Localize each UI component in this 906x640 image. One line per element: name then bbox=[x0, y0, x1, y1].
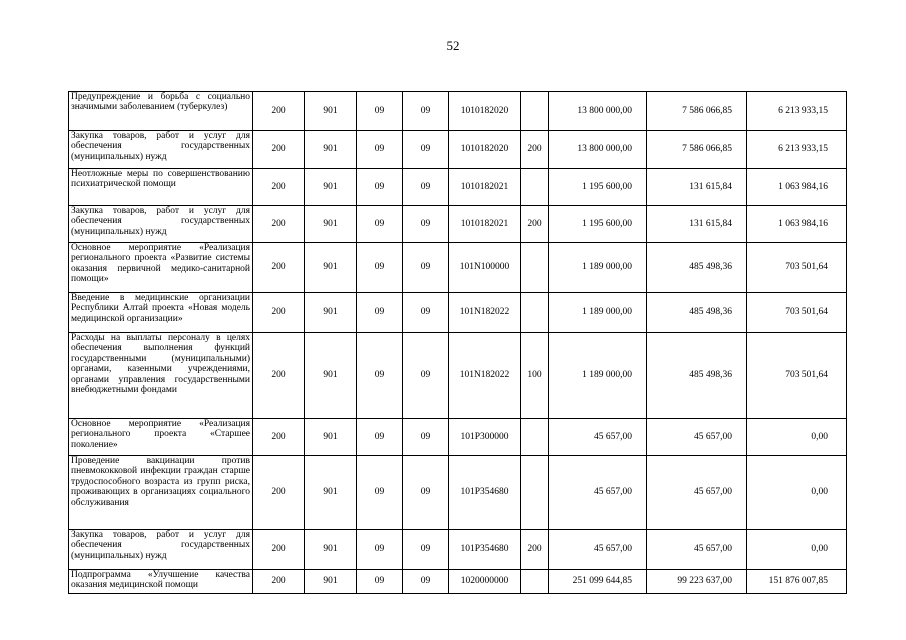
section-code: 09 bbox=[357, 570, 403, 594]
target-article-code: 101P354680 bbox=[449, 456, 521, 530]
admin-code: 200 bbox=[253, 131, 305, 169]
expense-type-code: 200 bbox=[521, 530, 549, 570]
section-code: 09 bbox=[357, 419, 403, 456]
subsection-code: 09 bbox=[403, 333, 449, 419]
remaining-amount: 0,00 bbox=[747, 530, 847, 570]
actual-amount: 45 657,00 bbox=[647, 456, 747, 530]
expense-type-code bbox=[521, 92, 549, 131]
section-code: 09 bbox=[357, 456, 403, 530]
remaining-amount: 703 501,64 bbox=[747, 243, 847, 293]
section-code: 09 bbox=[357, 169, 403, 206]
actual-amount: 45 657,00 bbox=[647, 419, 747, 456]
actual-amount: 7 586 066,85 bbox=[647, 131, 747, 169]
table-row bbox=[69, 206, 847, 243]
target-article-code: 101P354680 bbox=[449, 530, 521, 570]
department-code: 901 bbox=[305, 333, 357, 419]
expense-type-code: 100 bbox=[521, 333, 549, 419]
department-code: 901 bbox=[305, 456, 357, 530]
subsection-code: 09 bbox=[403, 206, 449, 243]
budget-table bbox=[68, 91, 847, 594]
department-code: 901 bbox=[305, 206, 357, 243]
target-article-code: 1020000000 bbox=[449, 570, 521, 594]
section-code: 09 bbox=[357, 92, 403, 131]
admin-code: 200 bbox=[253, 530, 305, 570]
table-row bbox=[69, 92, 847, 131]
plan-amount: 13 800 000,00 bbox=[549, 131, 647, 169]
department-code: 901 bbox=[305, 131, 357, 169]
table-row bbox=[69, 419, 847, 456]
subsection-code: 09 bbox=[403, 419, 449, 456]
section-code: 09 bbox=[357, 333, 403, 419]
target-article-code: 101N100000 bbox=[449, 243, 521, 293]
plan-amount: 1 195 600,00 bbox=[549, 206, 647, 243]
remaining-amount: 703 501,64 bbox=[747, 333, 847, 419]
department-code: 901 bbox=[305, 243, 357, 293]
plan-amount: 45 657,00 bbox=[549, 456, 647, 530]
page-number: 52 bbox=[446, 38, 460, 53]
admin-code: 200 bbox=[253, 419, 305, 456]
subsection-code: 09 bbox=[403, 570, 449, 594]
target-article-code: 1010182020 bbox=[449, 131, 521, 169]
row-name: Закупка товаров, работ и услуг для обеспечения государственных (муниципальных) нужд bbox=[69, 206, 253, 243]
subsection-code: 09 bbox=[403, 243, 449, 293]
row-name: Проведение вакцинации против пневмококковой инфекции граждан старше трудоспособного возраста из групп риска, проживающих в организациях социального обслуживания bbox=[69, 456, 253, 530]
subsection-code: 09 bbox=[403, 530, 449, 570]
plan-amount: 1 195 600,00 bbox=[549, 169, 647, 206]
department-code: 901 bbox=[305, 419, 357, 456]
actual-amount: 131 615,84 bbox=[647, 206, 747, 243]
department-code: 901 bbox=[305, 293, 357, 333]
admin-code: 200 bbox=[253, 243, 305, 293]
table-row bbox=[69, 169, 847, 206]
subsection-code: 09 bbox=[403, 169, 449, 206]
actual-amount: 7 586 066,85 bbox=[647, 92, 747, 131]
actual-amount: 485 498,36 bbox=[647, 243, 747, 293]
actual-amount: 45 657,00 bbox=[647, 530, 747, 570]
row-name: Основное мероприятие «Реализация регионального проекта «Старшее поколение» bbox=[69, 419, 253, 456]
row-name: Основное мероприятие «Реализация регионального проекта «Развитие системы оказания первичной медико-санитарной помощи» bbox=[69, 243, 253, 293]
admin-code: 200 bbox=[253, 92, 305, 131]
target-article-code: 1010182021 bbox=[449, 206, 521, 243]
subsection-code: 09 bbox=[403, 456, 449, 530]
expense-type-code: 200 bbox=[521, 206, 549, 243]
row-name: Расходы на выплаты персоналу в целях обеспечения выполнения функций государственными (муниципальными) органами, казенными учреждениями, органами управления государственными внебюджетными фондами bbox=[69, 333, 253, 419]
subsection-code: 09 bbox=[403, 131, 449, 169]
target-article-code: 1010182021 bbox=[449, 169, 521, 206]
section-code: 09 bbox=[357, 131, 403, 169]
subsection-code: 09 bbox=[403, 293, 449, 333]
row-name: Закупка товаров, работ и услуг для обеспечения государственных (муниципальных) нужд bbox=[69, 131, 253, 169]
admin-code: 200 bbox=[253, 333, 305, 419]
row-name: Предупреждение и борьба с социально значимыми заболеванием (туберкулез) bbox=[69, 92, 253, 131]
row-name: Неотложные меры по совершенствованию психиатрической помощи bbox=[69, 169, 253, 206]
plan-amount: 1 189 000,00 bbox=[549, 243, 647, 293]
actual-amount: 485 498,36 bbox=[647, 333, 747, 419]
plan-amount: 1 189 000,00 bbox=[549, 293, 647, 333]
table-row bbox=[69, 570, 847, 594]
row-name: Подпрограмма «Улучшение качества оказания медицинской помощи bbox=[69, 570, 253, 594]
remaining-amount: 6 213 933,15 bbox=[747, 131, 847, 169]
remaining-amount: 151 876 007,85 bbox=[747, 570, 847, 594]
expense-type-code: 200 bbox=[521, 131, 549, 169]
table-row bbox=[69, 243, 847, 293]
actual-amount: 99 223 637,00 bbox=[647, 570, 747, 594]
table-row bbox=[69, 530, 847, 570]
admin-code: 200 bbox=[253, 570, 305, 594]
actual-amount: 485 498,36 bbox=[647, 293, 747, 333]
admin-code: 200 bbox=[253, 293, 305, 333]
plan-amount: 251 099 644,85 bbox=[549, 570, 647, 594]
target-article-code: 1010182020 bbox=[449, 92, 521, 131]
remaining-amount: 1 063 984,16 bbox=[747, 169, 847, 206]
department-code: 901 bbox=[305, 570, 357, 594]
department-code: 901 bbox=[305, 92, 357, 131]
section-code: 09 bbox=[357, 530, 403, 570]
target-article-code: 101P300000 bbox=[449, 419, 521, 456]
plan-amount: 45 657,00 bbox=[549, 530, 647, 570]
actual-amount: 131 615,84 bbox=[647, 169, 747, 206]
remaining-amount: 6 213 933,15 bbox=[747, 92, 847, 131]
department-code: 901 bbox=[305, 169, 357, 206]
remaining-amount: 1 063 984,16 bbox=[747, 206, 847, 243]
expense-type-code bbox=[521, 419, 549, 456]
department-code: 901 bbox=[305, 530, 357, 570]
section-code: 09 bbox=[357, 293, 403, 333]
table-row bbox=[69, 333, 847, 419]
expense-type-code bbox=[521, 243, 549, 293]
remaining-amount: 0,00 bbox=[747, 419, 847, 456]
row-name: Введение в медицинские организации Республики Алтай проекта «Новая модель медицинской организации» bbox=[69, 293, 253, 333]
expense-type-code bbox=[521, 456, 549, 530]
target-article-code: 101N182022 bbox=[449, 293, 521, 333]
expense-type-code bbox=[521, 293, 549, 333]
table-row bbox=[69, 456, 847, 530]
plan-amount: 13 800 000,00 bbox=[549, 92, 647, 131]
expense-type-code bbox=[521, 169, 549, 206]
subsection-code: 09 bbox=[403, 92, 449, 131]
table-row bbox=[69, 293, 847, 333]
admin-code: 200 bbox=[253, 456, 305, 530]
plan-amount: 1 189 000,00 bbox=[549, 333, 647, 419]
remaining-amount: 703 501,64 bbox=[747, 293, 847, 333]
section-code: 09 bbox=[357, 243, 403, 293]
remaining-amount: 0,00 bbox=[747, 456, 847, 530]
row-name: Закупка товаров, работ и услуг для обеспечения государственных (муниципальных) нужд bbox=[69, 530, 253, 570]
admin-code: 200 bbox=[253, 169, 305, 206]
admin-code: 200 bbox=[253, 206, 305, 243]
table-row bbox=[69, 131, 847, 169]
target-article-code: 101N182022 bbox=[449, 333, 521, 419]
plan-amount: 45 657,00 bbox=[549, 419, 647, 456]
section-code: 09 bbox=[357, 206, 403, 243]
expense-type-code bbox=[521, 570, 549, 594]
